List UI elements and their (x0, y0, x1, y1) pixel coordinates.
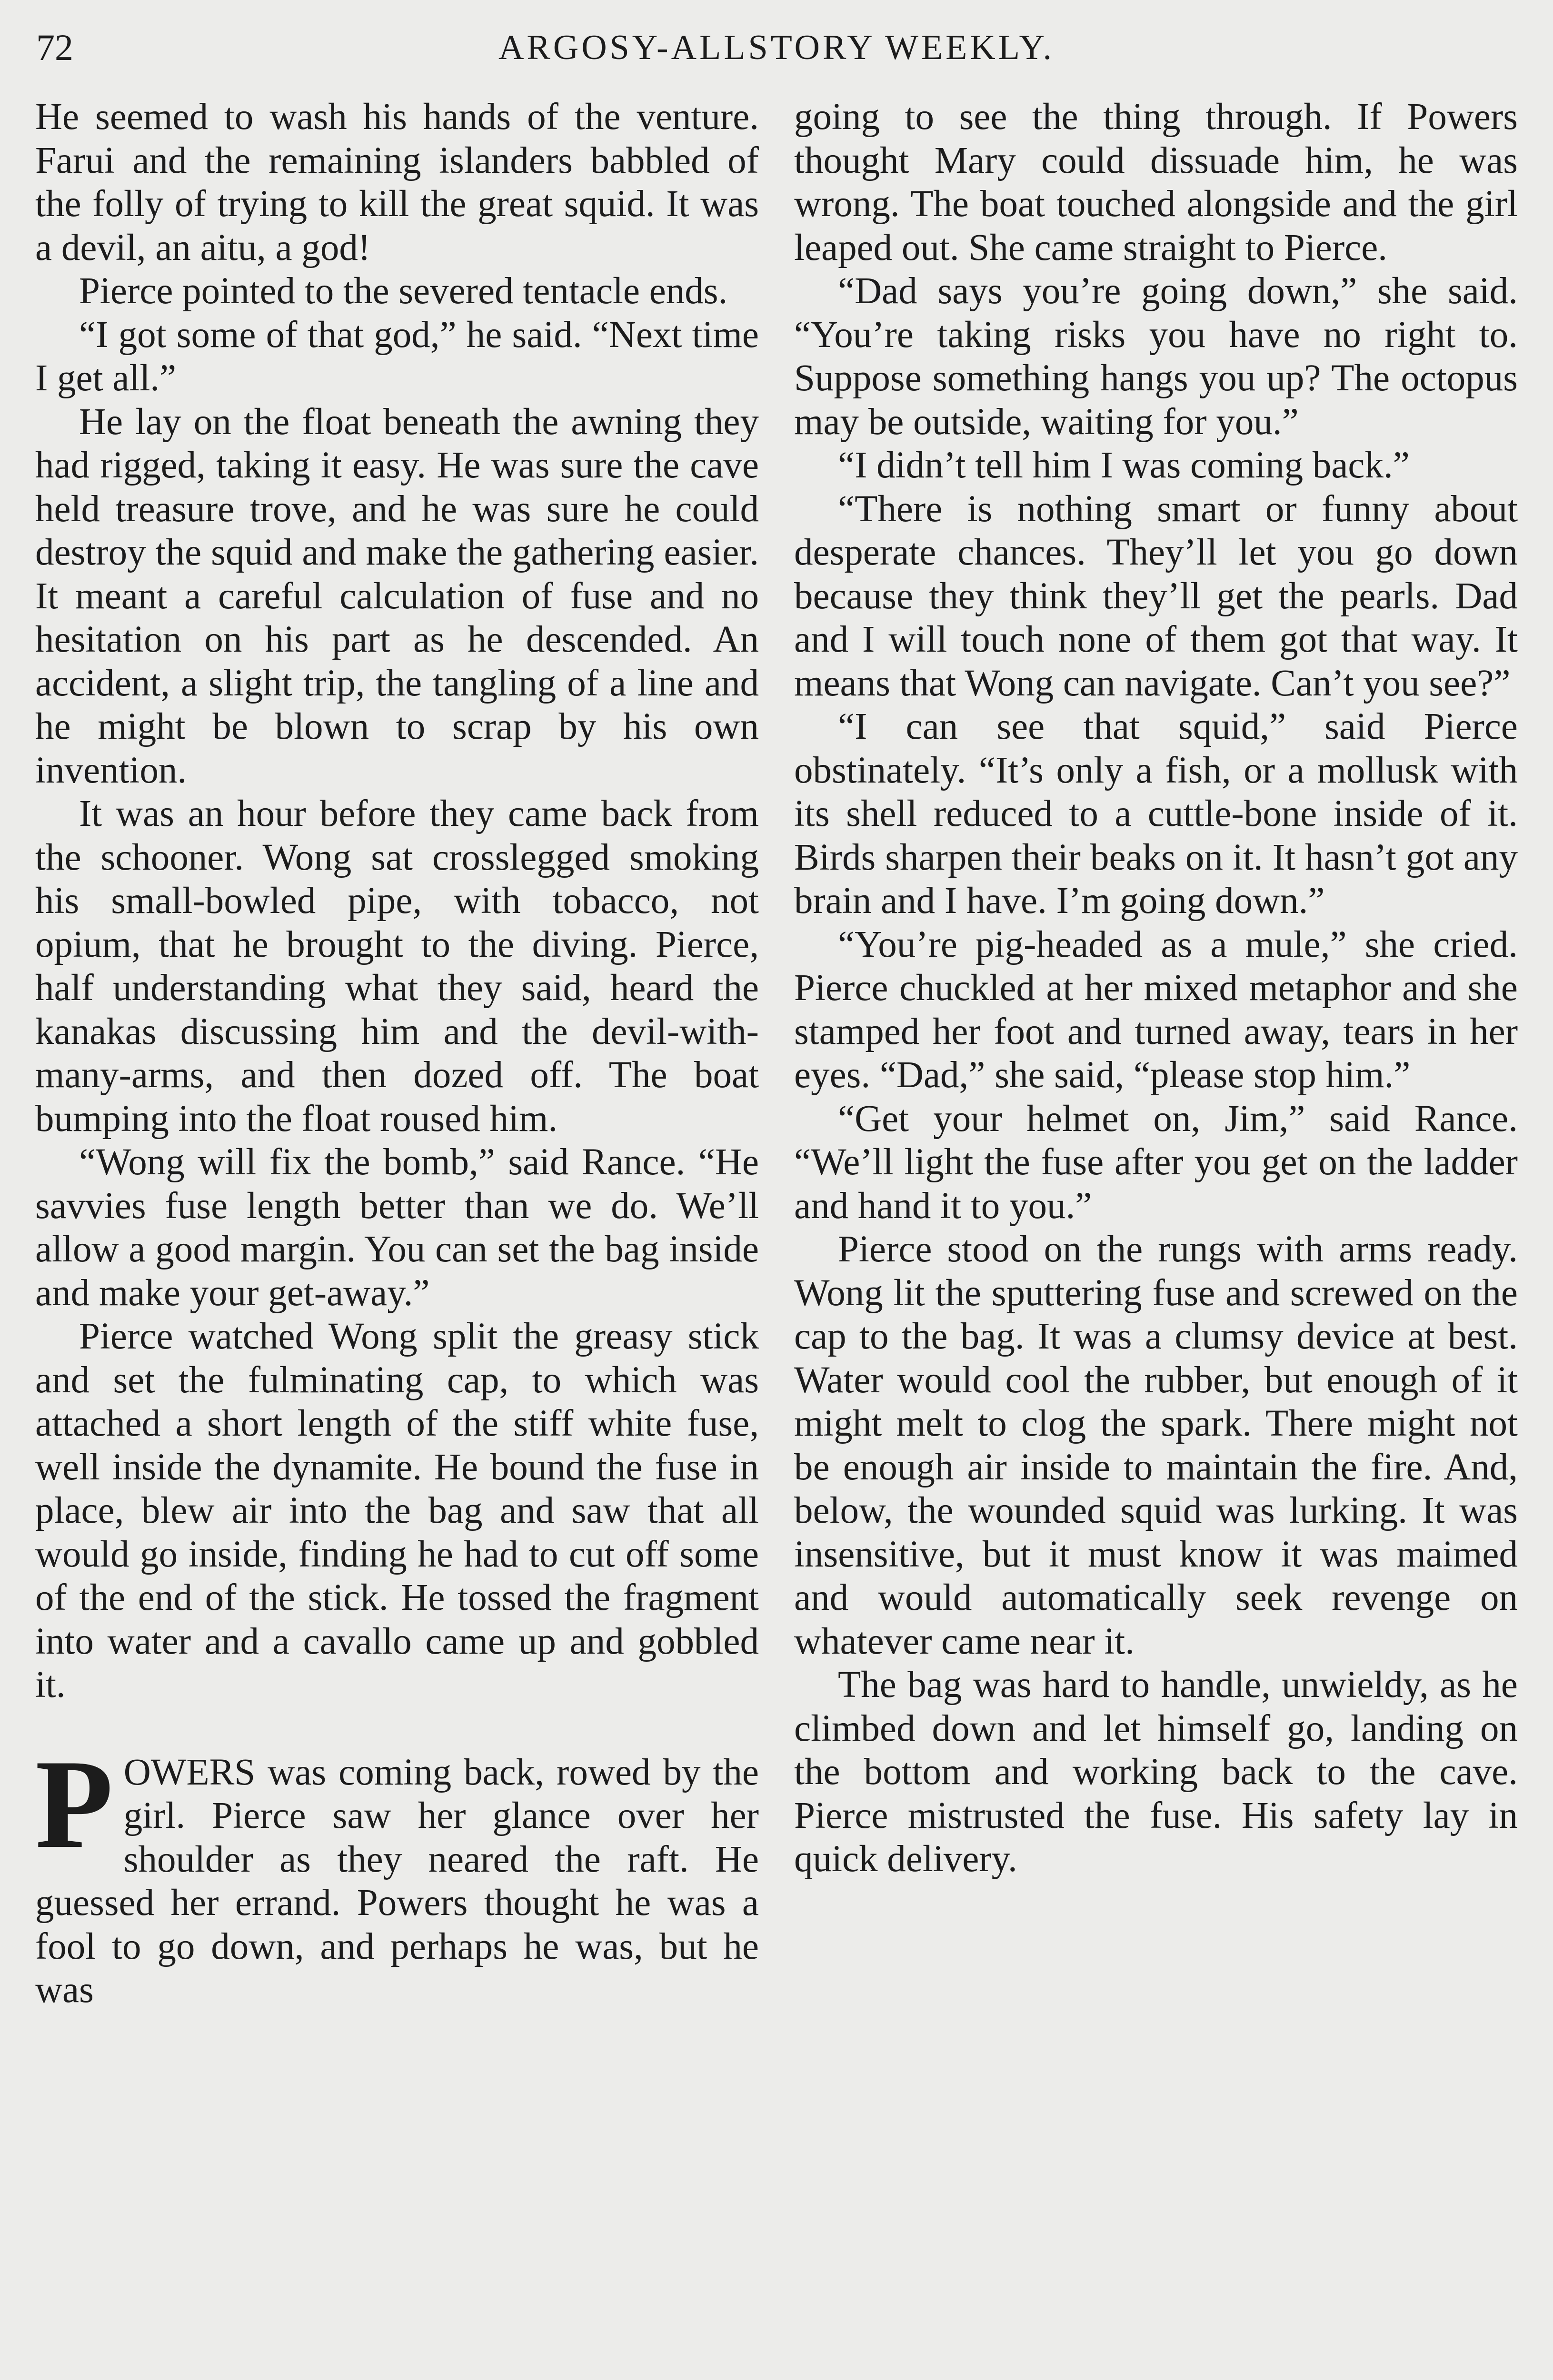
paragraph: The bag was hard to handle, unwieldy, as he climbed down and let himself go, landing on the bottom and working back to the cave. Pierce mistrusted the fuse. His safety lay in quick delivery. (794, 1664, 1518, 1880)
paragraph: “I can see that squid,” said Pierce obstinately. “It’s only a fish, or a mollusk with its shell reduced to a cuttle-bone inside of it. Birds sharpen their beaks on it. It hasn’t got any brain and I have. I’m going down.” (794, 706, 1518, 922)
paragraph: Pierce pointed to the severed tentacle ends. (79, 270, 728, 312)
paragraph: Pierce watched Wong split the greasy stick and set the fulminating cap, to which was attached a short length of the stiff white fuse, well inside the dynamite. He bound the fuse in place, blew air into the bag and saw that all would go inside, finding he had to cut off some of the end of the stick. He tossed the fragment into water and a cavallo came up and gobbled it. (35, 1316, 759, 1706)
right-column (794, 95, 1518, 1881)
paragraph: “Wong will fix the bomb,” said Rance. “He savvies fuse length better than we do. We’ll allow a good margin. You can set the bag inside and make your get-away.” (35, 1141, 759, 1314)
paragraph: going to see the thing through. If Powers thought Mary could dissuade him, he was wrong. The boat touched alongside and the girl leaped out. She came straight to Pierce. (794, 96, 1518, 268)
running-title: ARGOSY-ALLSTORY WEEKLY. (498, 28, 1055, 67)
text-columns (35, 95, 1518, 2380)
page-number: 72 (36, 27, 73, 68)
paragraph: “You’re pig-headed as a mule,” she cried. Pierce chuckled at her mixed metaphor and she stamped her foot and turned away, tears in her eyes. “Dad,” she said, “please stop him.” (794, 923, 1518, 1096)
left-column (35, 95, 759, 2012)
drop-cap: P (35, 1733, 113, 1874)
paragraph: “There is nothing smart or funny about desperate chances. They’ll let you go down because they think they’ll get the pearls. Dad and I will touch none of them got that way. It means that Wong can navigate. Can’t you see?” (794, 488, 1518, 704)
paragraph: “I didn’t tell him I was coming back.” (838, 445, 1410, 486)
paragraph: “I got some of that god,” he said. “Next time I get all.” (35, 314, 759, 399)
paragraph: Pierce stood on the rungs with arms ready. Wong lit the sputtering fuse and screwed on the cap to the bag. It was a clumsy device at best. Water would cool the rubber, but enough of it might melt to clog the spark. There might not be enough air inside to maintain the fire. And, below, the wounded squid was lurking. It was insensitive, but it must know it was maimed and would automatically seek revenge on whatever came near it. (794, 1229, 1518, 1662)
section-opening-text: OWERS was coming back, rowed by the girl. Pierce saw her glance over her shoulder as they neared the raft. He guessed her errand. Powers thought he was a fool to go down, and perhaps he was, but he was (35, 1751, 759, 2011)
paragraph: He seemed to wash his hands of the venture. Farui and the remaining islanders babbled of the folly of trying to kill the great squid. It was a devil, an aitu, a god! (35, 96, 759, 268)
paragraph: He lay on the float beneath the awning they had rigged, taking it easy. He was sure the cave held treasure trove, and he was sure he could destroy the squid and make the gathering easier. It meant a careful calculation of fuse and no hesitation on his part as he descended. An accident, a slight trip, the tangling of a line and he might be blown to scrap by his own invention. (35, 401, 759, 791)
page-header (36, 19, 1517, 76)
section-opening-paragraph (35, 1733, 759, 2012)
paragraph: “Get your helmet on, Jim,” said Rance. “We’ll light the fuse after you get on the ladder and hand it to you.” (794, 1098, 1518, 1227)
paragraph: “Dad says you’re going down,” she said. “You’re taking risks you have no right to. Suppose something hangs you up? The octopus may be outside, waiting for you.” (794, 270, 1518, 443)
paragraph: It was an hour before they came back from the schooner. Wong sat crosslegged smoking his small-bowled pipe, with tobacco, not opium, that he brought to the diving. Pierce, half understanding what they said, heard the kanakas discussing him and the devil-with-many-arms, and then dozed off. The boat bumping into the float roused him. (35, 793, 759, 1140)
